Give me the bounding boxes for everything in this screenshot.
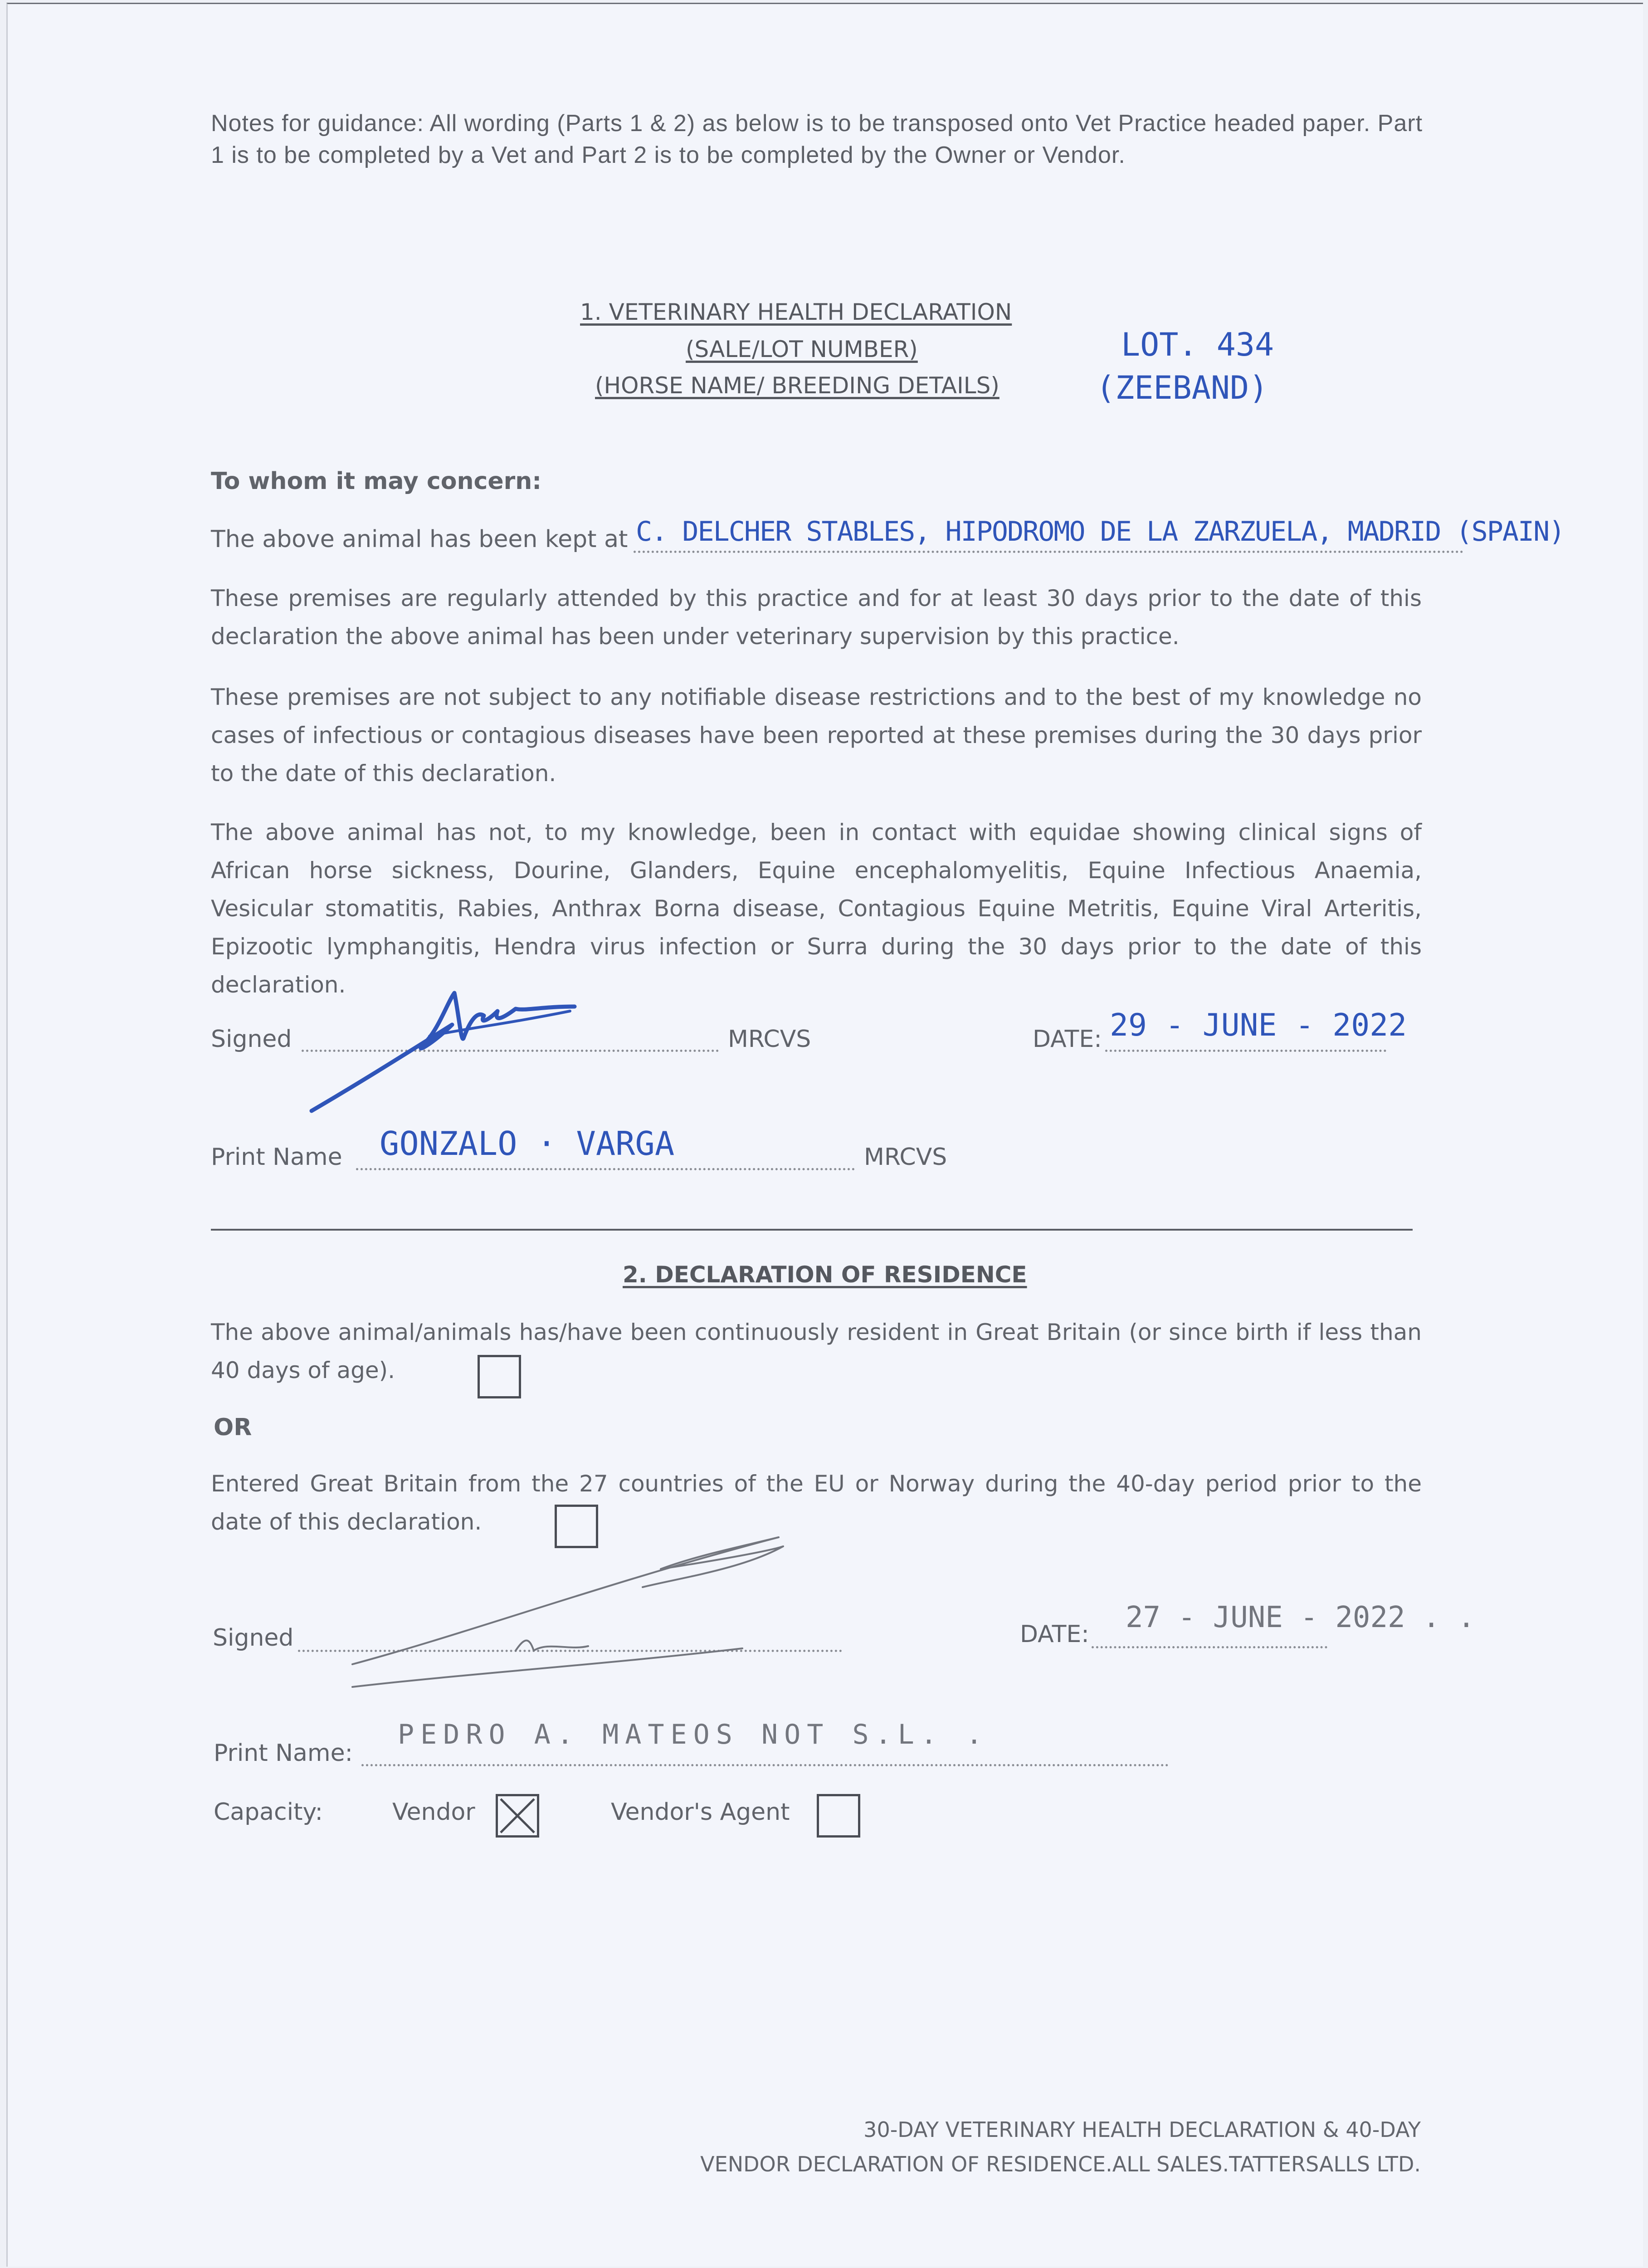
- section-divider: [211, 1229, 1413, 1231]
- resident-checkbox[interactable]: [478, 1355, 521, 1398]
- document-page: [6, 3, 1643, 2267]
- vendor-signature-image: [334, 1528, 815, 1701]
- footer-line-2: VENDOR DECLARATION OF RESIDENCE.ALL SALES.TATTERSALLS LTD.: [700, 2152, 1421, 2176]
- footer-line-1: 30-DAY VETERINARY HEALTH DECLARATION & 40-DAY: [863, 2117, 1421, 2142]
- vet-print-name-dotted-line: [356, 1168, 855, 1170]
- vet-print-name-label: Print Name: [211, 1144, 342, 1171]
- vendor-date-handwritten: 27 - JUNE - 2022 . .: [1126, 1601, 1475, 1634]
- vet-signed-mrcvs: MRCVS: [728, 1026, 811, 1053]
- guidance-notes: Notes for guidance: All wording (Parts 1 & 2) as below is to be transposed onto Vet Practice headed paper. Part 1 is to be completed by a Vet and Part 2 is to be completed by the Owner or Vendor.: [211, 110, 1423, 168]
- kept-at-dotted-line: [634, 551, 1463, 553]
- horse-name-handwritten: (ZEEBAND): [1096, 369, 1268, 406]
- horse-name-label: (HORSE NAME/ BREEDING DETAILS): [595, 372, 1000, 399]
- vet-date-label: DATE:: [1033, 1026, 1102, 1053]
- capacity-label: Capacity:: [214, 1799, 323, 1826]
- vet-print-name-mrcvs: MRCVS: [864, 1144, 947, 1171]
- vendor-checkbox-cross-icon: [498, 1796, 537, 1835]
- vendor-signed-label: Signed: [213, 1624, 294, 1652]
- vendor-print-name-dotted-line: [361, 1764, 1169, 1766]
- vendor-print-name-handwritten: PEDRO A. MATEOS NOT S.L. .: [398, 1719, 989, 1750]
- disease-restrictions-paragraph: These premises are not subject to any notifiable disease restrictions and to the best of my knowledge no cases of infectious or contagious diseases have been reported at these premises during the 30 days prior to the date of this declaration.: [211, 684, 1422, 787]
- resident-paragraph: The above animal/animals has/have been continuously resident in Great Britain (or since birth if less than 40 days of age).: [211, 1319, 1422, 1383]
- vendor-agent-checkbox[interactable]: [817, 1794, 860, 1838]
- vendor-print-name-label: Print Name:: [214, 1740, 353, 1767]
- vet-date-handwritten: 29 - JUNE - 2022: [1110, 1007, 1407, 1043]
- kept-at-label: The above animal has been kept at: [211, 526, 628, 553]
- vendor-agent-option-label: Vendor's Agent: [611, 1799, 790, 1826]
- lot-number-handwritten: LOT. 434: [1121, 326, 1274, 363]
- vendor-option-label: Vendor: [392, 1799, 475, 1826]
- vet-signed-label: Signed: [211, 1026, 292, 1053]
- or-separator: OR: [214, 1414, 252, 1441]
- equidae-contact-paragraph: The above animal has not, to my knowledge, been in contact with equidae showing clinical signs of African horse sickness, Dourine, Glanders, Equine encephalomyelitis, Equine Infectious Anaemia, Vesicular stomatitis, Rabies, Anthrax Borna disease, Contagious Equine Metritis, Equine Viral Arteritis, Epizootic lymphangitis, Hendra virus infection or Surra during the 30 days prior to the date of this declaration.: [211, 819, 1422, 998]
- vendor-date-dotted-line: [1092, 1646, 1327, 1648]
- vet-signature-image: [298, 984, 588, 1120]
- part2-title: 2. DECLARATION OF RESIDENCE: [623, 1261, 1027, 1288]
- sale-lot-label: (SALE/LOT NUMBER): [686, 336, 918, 362]
- vendor-date-label: DATE:: [1020, 1621, 1089, 1648]
- kept-at-handwritten: C. DELCHER STABLES, HIPODROMO DE LA ZARZUELA, MADRID (SPAIN): [636, 516, 1565, 547]
- vendor-checkbox[interactable]: [496, 1794, 539, 1838]
- supervision-paragraph: These premises are regularly attended by this practice and for at least 30 days prior to the date of this declaration the above animal has been under veterinary supervision by this practice.: [211, 585, 1422, 650]
- entered-paragraph: Entered Great Britain from the 27 countries of the EU or Norway during the 40-day period prior to the date of this declaration.: [211, 1471, 1422, 1535]
- to-whom-heading: To whom it may concern:: [211, 468, 542, 495]
- part1-title: 1. VETERINARY HEALTH DECLARATION: [580, 299, 1012, 325]
- vet-date-dotted-line: [1105, 1050, 1386, 1052]
- vet-print-name-handwritten: GONZALO · VARGA: [380, 1124, 675, 1163]
